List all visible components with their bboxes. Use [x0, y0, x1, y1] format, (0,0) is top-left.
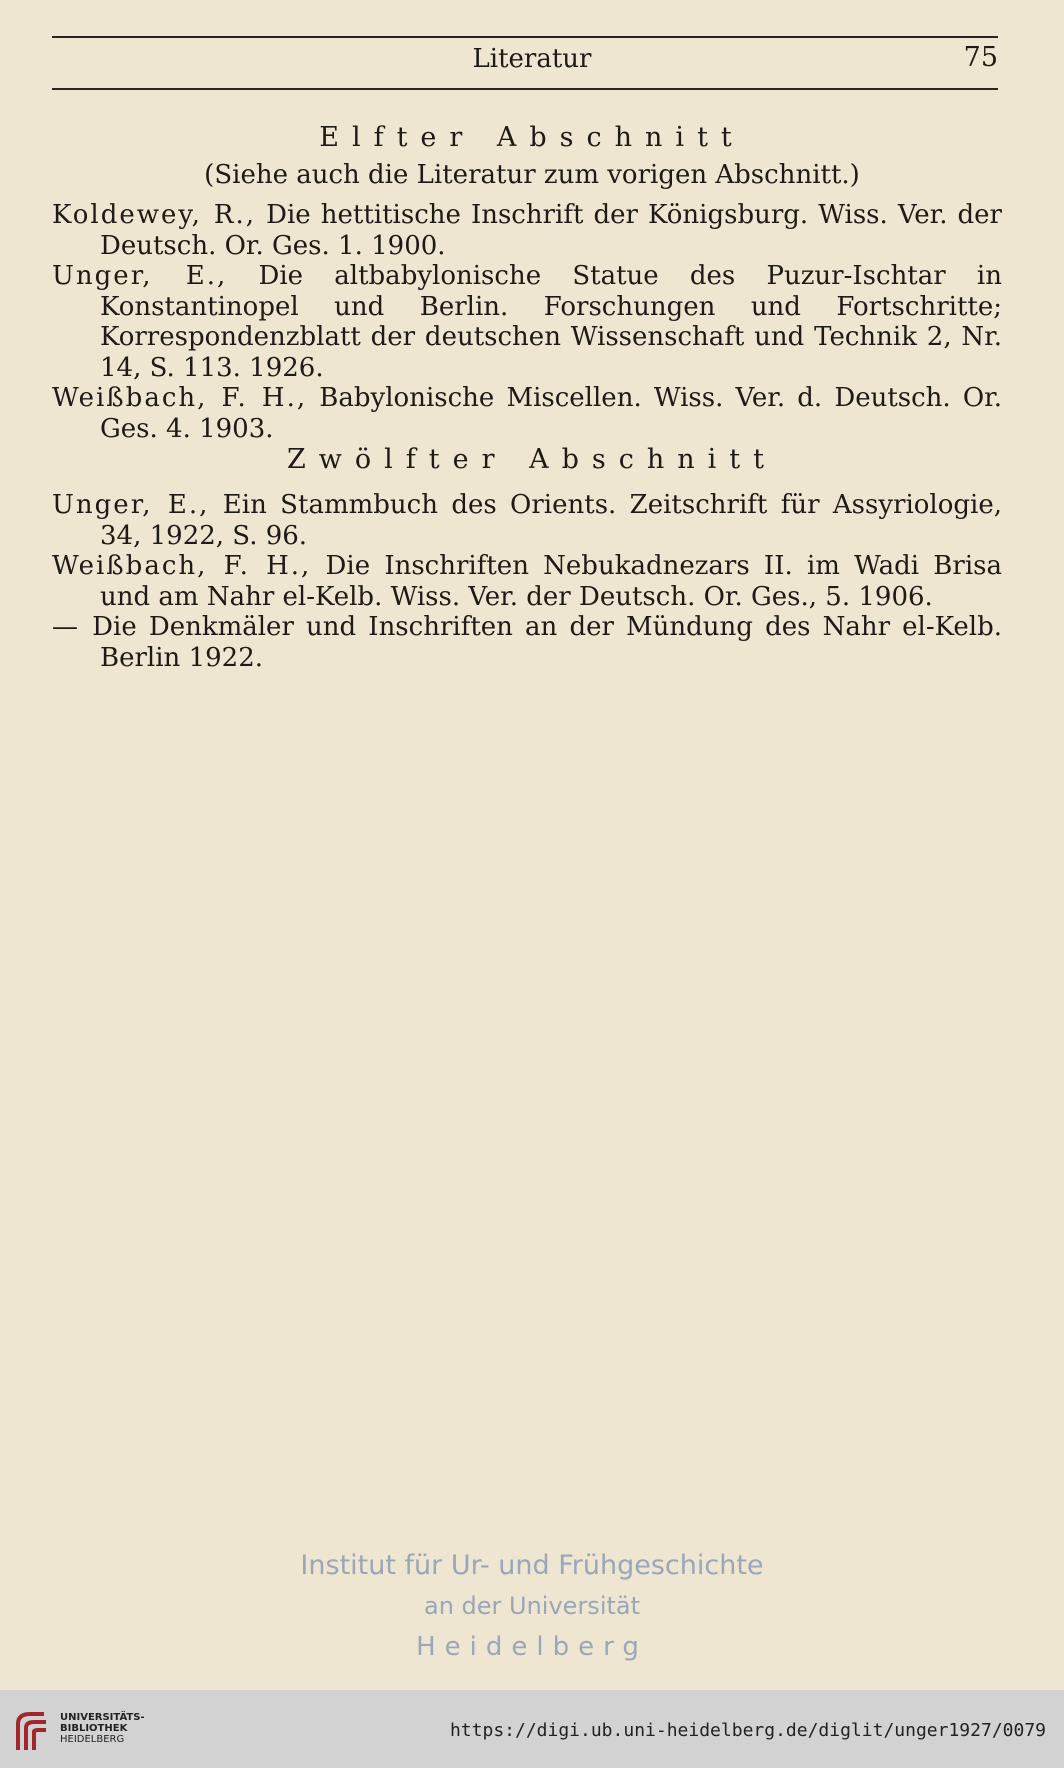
logo-line: HEIDELBERG: [60, 1734, 125, 1745]
bibliography-entry: [52, 551, 1002, 612]
entry-author: Koldewey, R.,: [52, 200, 257, 230]
entry-author: Unger, E.,: [52, 261, 228, 291]
bibliography-entry: [52, 261, 1002, 383]
bibliography-entry: [52, 490, 1002, 551]
library-stamp-line-3: Heidelberg: [416, 1632, 648, 1662]
entry-author: Weißbach, F. H.,: [52, 383, 308, 413]
bibliography-entry: [52, 612, 1002, 673]
section-note: (Siehe auch die Literatur zum vorigen Abschnitt.): [204, 160, 860, 190]
entry-text: Die hettitische Inschrift der Königsburg. Wiss. Ver. der Deutsch. Or. Ges. 1. 1900.: [100, 200, 1002, 261]
entry-text: Babylonische Miscellen. Wiss. Ver. d. Deutsch. Or. Ges. 4. 1903.: [100, 383, 1002, 444]
header-rule-bottom: [52, 88, 998, 90]
logo-line: UNIVERSITÄTS-: [60, 1712, 145, 1723]
entry-text: Ein Stammbuch des Orients. Zeitschrift für Assyriologie, 34, 1922, S. 96.: [100, 490, 1002, 551]
section-heading-elfter: Elfter Abschnitt: [319, 122, 745, 153]
entry-text: Die Inschriften Nebukadnezars II. im Wadi Brisa und am Nahr el-Kelb. Wiss. Ver. der Deutsch. Or. Ges., 5. 1906.: [100, 551, 1002, 612]
library-stamp-line-2: an der Universität: [423, 1592, 641, 1620]
entry-author: Unger, E.,: [52, 490, 210, 520]
ub-heidelberg-logo-icon[interactable]: [14, 1710, 50, 1752]
logo-line: BIBLIOTHEK: [60, 1723, 128, 1734]
bibliography-list-elfter: [52, 200, 1002, 444]
library-logo-text[interactable]: [60, 1712, 145, 1745]
running-title: Literatur: [472, 44, 592, 74]
entry-author: —: [52, 612, 80, 642]
section-heading-zwoelfter: Zwölfter Abschnitt: [287, 444, 777, 475]
entry-text: Die altbabylonische Statue des Puzur-Ischtar in Konstantinopel und Berlin. Forschungen und Fortschritte; Korrespondenzblatt der deutschen Wissenschaft und Technik 2, Nr. 14, S. 113. 1926.: [100, 261, 1002, 383]
entry-text: Die Denkmäler und Inschriften an der Mündung des Nahr el-Kelb. Berlin 1922.: [92, 612, 1002, 673]
bibliography-entry: [52, 383, 1002, 444]
bibliography-list-zwoelfter: [52, 490, 1002, 673]
header-rule-top: [52, 36, 998, 38]
library-stamp-line-1: Institut für Ur- und Frühgeschichte: [300, 1550, 764, 1581]
footer-bar: [0, 1690, 1064, 1768]
page-number: 75: [963, 42, 998, 73]
source-url-link[interactable]: https://digi.ub.uni-heidelberg.de/diglit/unger1927/0079: [449, 1720, 1046, 1741]
entry-author: Weißbach, F. H.,: [52, 551, 312, 581]
bibliography-entry: [52, 200, 1002, 261]
